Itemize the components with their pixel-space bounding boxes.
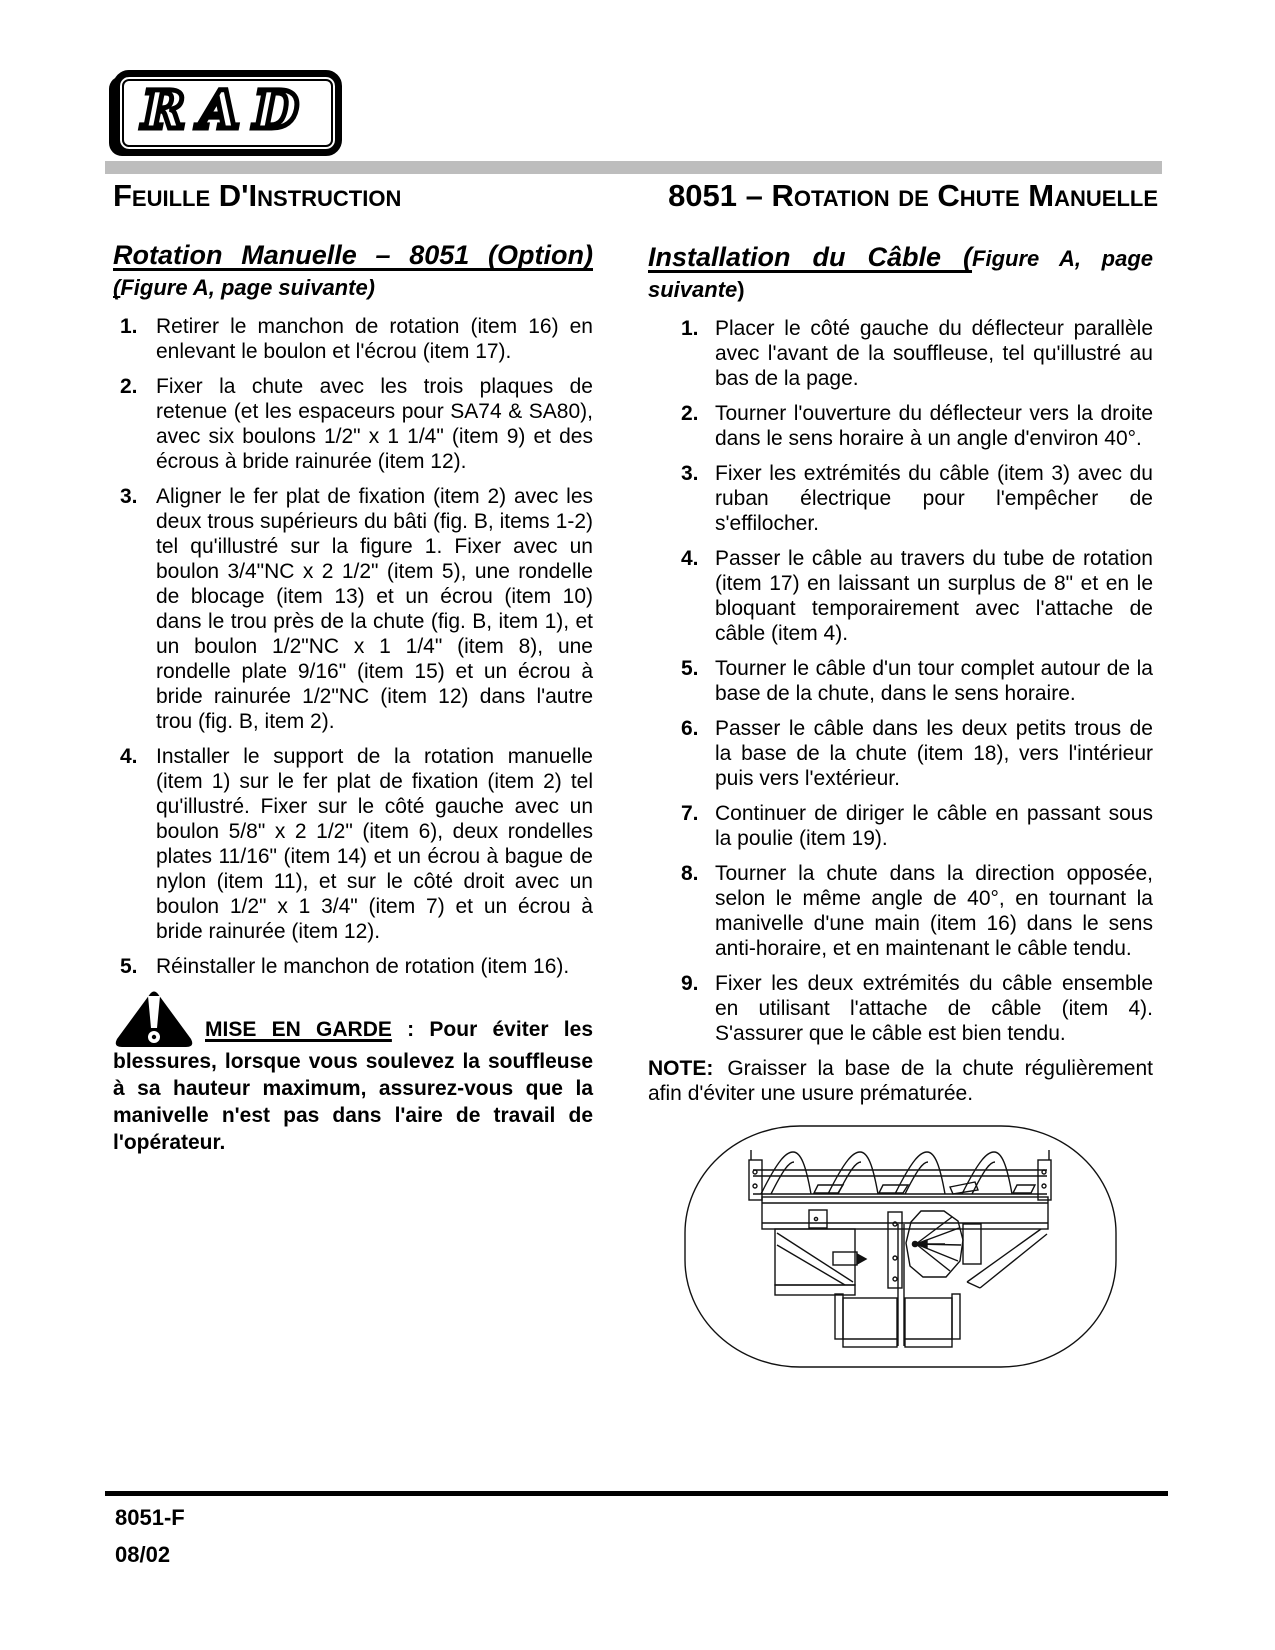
step-number: 1. bbox=[120, 315, 138, 338]
instruction-step bbox=[648, 461, 1153, 536]
header bbox=[0, 0, 1275, 214]
step-number: 4. bbox=[681, 547, 699, 570]
instruction-step bbox=[648, 716, 1153, 791]
header-divider-bar bbox=[105, 161, 1162, 174]
step-number: 2. bbox=[681, 402, 699, 425]
snowblower-top-view-figure bbox=[683, 1124, 1118, 1369]
step-text: Installer le support de la rotation manuelle (item 1) sur le fer plat de fixation (item 2) tel qu'illustré. Fixer sur le côté gauche avec un boulon 5/8" x 2 1/2" (item 6), deux rondelles plates 11/16" (item 14) et un écrou à bague de nylon (item 11), et sur le côté droit avec un boulon 1/2" x 1 3/4" (item 7) et un écrou à bride rainurée (item 12). bbox=[156, 745, 593, 943]
step-text: Réinstaller le manchon de rotation (item 16). bbox=[156, 955, 570, 978]
instruction-step bbox=[648, 971, 1153, 1046]
document-title: 8051 – Rotation de Chute Manuelle bbox=[668, 178, 1158, 213]
right-heading-figure-ref: Figure A, page bbox=[972, 246, 1153, 271]
content-columns bbox=[113, 238, 1275, 1369]
step-text: Continuer de diriger le câble en passant sous la poulie (item 19). bbox=[715, 802, 1153, 850]
warning-text: Pour éviter les blessures, lorsque vous soulevez la souffleuse à sa hauteur maximum, assurez-vous que la manivelle n'est pas dans l'aire de travail de l'opérateur. bbox=[113, 1018, 593, 1154]
footer-date: 08/02 bbox=[115, 1542, 171, 1567]
warning-paragraph bbox=[113, 991, 593, 1156]
instruction-step bbox=[113, 484, 593, 734]
left-column bbox=[113, 238, 593, 1369]
footer-divider-rule bbox=[105, 1491, 1168, 1496]
instruction-step bbox=[648, 316, 1153, 391]
right-heading-close-paren: ) bbox=[737, 277, 745, 302]
step-text: Fixer les extrémités du câble (item 3) avec du ruban électrique pour l'empêcher de s'effilocher. bbox=[715, 462, 1153, 535]
rad-logo bbox=[113, 70, 342, 156]
instruction-step bbox=[648, 861, 1153, 961]
step-number: 9. bbox=[681, 972, 699, 995]
left-section-subheading bbox=[113, 274, 593, 302]
step-text: Fixer les deux extrémités du câble ensemble en utilisant l'attache de câble (item 4). S'assurer que le câble est bien tendu. bbox=[715, 972, 1153, 1045]
footer-document-number: 8051-F bbox=[115, 1505, 185, 1530]
left-section-heading: Rotation Manuelle – 8051 (Option) bbox=[113, 240, 593, 270]
step-text: Passer le câble dans les deux petits trous de la base de la chute (item 18), vers l'intérieur puis vers l'extérieur. bbox=[715, 717, 1153, 790]
instruction-step bbox=[113, 954, 593, 979]
step-number: 1. bbox=[681, 317, 699, 340]
instruction-step bbox=[648, 401, 1153, 451]
footer bbox=[105, 1491, 1168, 1567]
warning-triangle-icon bbox=[113, 991, 195, 1048]
instruction-step bbox=[113, 314, 593, 364]
step-number: 6. bbox=[681, 717, 699, 740]
rad-logo-text: RAD bbox=[142, 80, 313, 141]
step-text: Tourner l'ouverture du déflecteur vers la droite dans le sens horaire à un angle d'environ 40°. bbox=[715, 402, 1153, 450]
right-section-heading bbox=[648, 238, 1153, 276]
warning-colon: : bbox=[391, 1018, 415, 1041]
instruction-step bbox=[113, 374, 593, 474]
step-number: 7. bbox=[681, 802, 699, 825]
step-text: Aligner le fer plat de fixation (item 2) avec les deux trous supérieurs du bâti (fig. B, items 1-2) tel qu'illustré sur la figure 1. Fixer avec un boulon 3/4"NC x 2 1/2" (item 5), une rondelle de blocage (item 13) et un écrou (item 10) dans le trou près de la chute (fig. B, item 1), et un boulon 1/2"NC x 1 1/4" (item 8), une rondelle plate 9/16" (item 15) et un écrou à bride rainurée 1/2"NC (item 12) dans l'autre trou (fig. B, item 2). bbox=[156, 485, 593, 733]
instruction-step bbox=[648, 546, 1153, 646]
step-text: Placer le côté gauche du déflecteur parallèle avec l'avant de la souffleuse, tel qu'illustré au bas de la page. bbox=[715, 317, 1153, 390]
right-heading-line2-word: suivante bbox=[648, 277, 738, 302]
step-number: 5. bbox=[120, 955, 138, 978]
note-text: Graisser la base de la chute régulièrement afin d'éviter une usure prématurée. bbox=[648, 1057, 1153, 1105]
step-number: 2. bbox=[120, 375, 138, 398]
step-number: 4. bbox=[120, 745, 138, 768]
step-text: Fixer la chute avec les trois plaques de retenue (et les espaceurs pour SA74 & SA80), avec six boulons 1/2" x 1 1/4" (item 9) et des écrous à bride rainurée (item 12). bbox=[156, 375, 593, 473]
document-type-title: Feuille D'Instruction bbox=[113, 178, 402, 213]
note-paragraph bbox=[648, 1056, 1153, 1106]
step-text: Retirer le manchon de rotation (item 16) en enlevant le boulon et l'écrou (item 17). bbox=[156, 315, 593, 363]
warning-label: MISE EN GARDE bbox=[205, 1018, 392, 1041]
figure-container bbox=[648, 1124, 1153, 1369]
step-number: 3. bbox=[120, 485, 138, 508]
subheading-text: Figure A, page suivante) bbox=[120, 275, 376, 300]
step-number: 5. bbox=[681, 657, 699, 680]
step-text: Tourner le câble d'un tour complet autour de la base de la chute, dans le sens horaire. bbox=[715, 657, 1153, 705]
step-number: 3. bbox=[681, 462, 699, 485]
instruction-step bbox=[648, 801, 1153, 851]
step-text: Passer le câble au travers du tube de rotation (item 17) en laissant un surplus de 8" et en le bloquant temporairement avec l'attache de câble (item 4). bbox=[715, 547, 1153, 645]
note-label: NOTE: bbox=[648, 1057, 714, 1080]
subheading-paren: ( bbox=[113, 275, 121, 300]
right-column bbox=[648, 238, 1153, 1369]
right-heading-main: Installation du Câble ( bbox=[648, 242, 973, 272]
right-heading-line2 bbox=[648, 276, 1153, 304]
step-text: Tourner la chute dans la direction opposée, selon le même angle de 40°, en tournant la manivelle d'une main (item 16) dans le sens anti-horaire, et en maintenant le câble tendu. bbox=[715, 862, 1153, 960]
title-row bbox=[113, 178, 1158, 214]
instruction-step bbox=[113, 744, 593, 944]
step-number: 8. bbox=[681, 862, 699, 885]
instruction-step bbox=[648, 656, 1153, 706]
